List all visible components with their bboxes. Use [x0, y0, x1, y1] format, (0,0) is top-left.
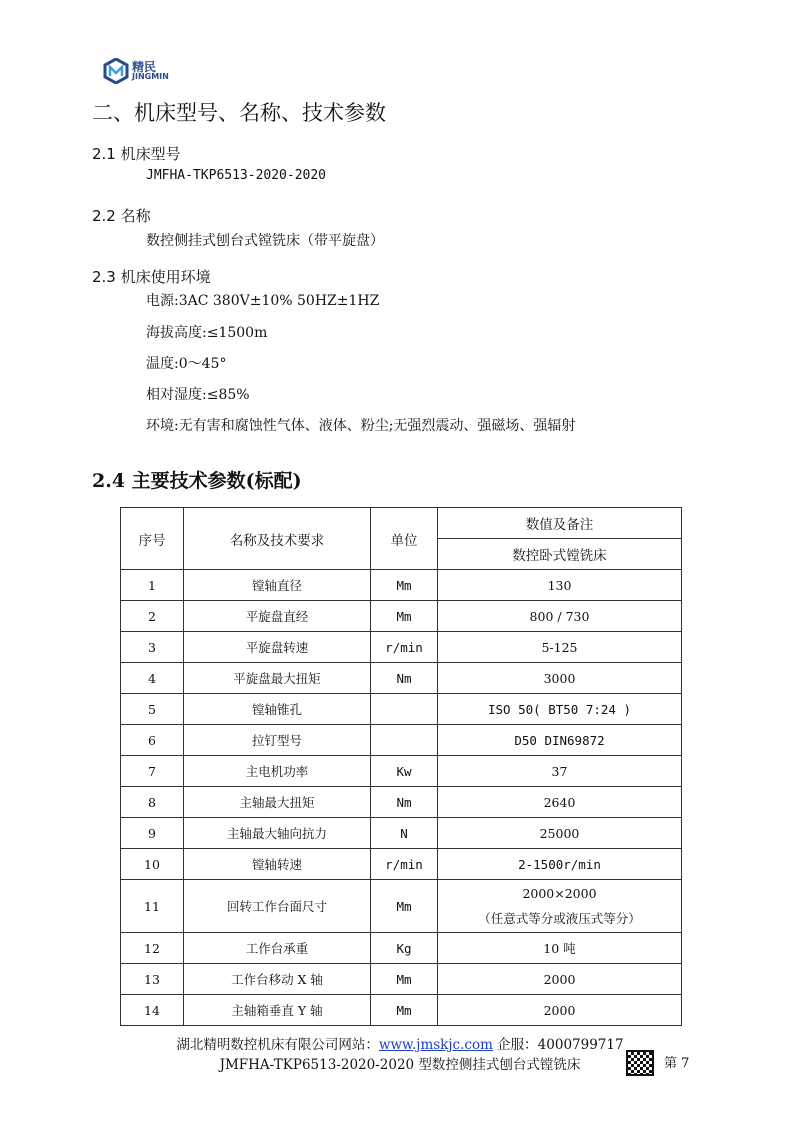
cell-no: 11: [121, 880, 184, 933]
section-heading: 2.1 机床型号: [92, 145, 181, 163]
cell-unit: Mm: [371, 880, 438, 933]
cell-no: 13: [121, 964, 184, 995]
env-line: 温度:0～45°: [146, 356, 227, 372]
cell-unit: r/min: [371, 632, 438, 663]
cell-no: 2: [121, 601, 184, 632]
spec-table: [120, 507, 682, 1026]
cell-name: 回转工作台面尺寸: [184, 880, 371, 933]
footer-service: 企服：4000799717: [492, 1037, 624, 1053]
cell-unit: Nm: [371, 787, 438, 818]
footer-company: 湖北精明数控机床有限公司网站：: [176, 1037, 379, 1053]
company-logo: [103, 58, 169, 84]
table-header-row: [121, 508, 682, 539]
logo-en: JINGMIN: [132, 72, 169, 81]
cell-unit: [371, 694, 438, 725]
cell-value: D50 DIN69872: [438, 725, 682, 756]
cell-name: 镗轴直径: [184, 570, 371, 601]
cell-name: 工作台承重: [184, 933, 371, 964]
env-line: 环境:无有害和腐蚀性气体、液体、粉尘;无强烈震动、强磁场、强辐射: [146, 418, 576, 434]
cell-value-text: 2000×2000: [522, 885, 597, 901]
cell-name: 主轴最大扭矩: [184, 787, 371, 818]
env-line: 电源:3AC 380V±10% 50HZ±1HZ: [146, 293, 380, 309]
table-row: [121, 756, 682, 787]
cell-value: 2000: [438, 964, 682, 995]
cell-note: （任意式等分或液压式等分）: [478, 910, 641, 926]
cell-no: 9: [121, 818, 184, 849]
header-no: 序号: [121, 508, 184, 570]
cell-name: 平旋盘直经: [184, 601, 371, 632]
cell-no: 10: [121, 849, 184, 880]
table-row: [121, 570, 682, 601]
table-row: [121, 964, 682, 995]
cell-value: [438, 880, 682, 933]
cell-unit: r/min: [371, 849, 438, 880]
table-row: [121, 818, 682, 849]
cell-name: 主轴箱垂直 Y 轴: [184, 995, 371, 1026]
model-number: JMFHA-TKP6513-2020-2020: [146, 168, 327, 183]
table-row: [121, 601, 682, 632]
cell-no: 8: [121, 787, 184, 818]
cell-value: 37: [438, 756, 682, 787]
table-row: [121, 880, 682, 933]
cell-unit: Mm: [371, 995, 438, 1026]
cell-unit: N: [371, 818, 438, 849]
table-row: [121, 694, 682, 725]
cell-value: 3000: [438, 663, 682, 694]
cell-unit: Kw: [371, 756, 438, 787]
table-row: [121, 787, 682, 818]
table-row: [121, 849, 682, 880]
logo-cn: 精民: [132, 60, 157, 74]
cell-name: 镗轴锥孔: [184, 694, 371, 725]
cell-value: 130: [438, 570, 682, 601]
cell-value: ISO 50( BT50 7:24 ): [438, 694, 682, 725]
cell-no: 14: [121, 995, 184, 1026]
website-link[interactable]: www.jmskjc.com: [378, 1037, 493, 1053]
cell-no: 5: [121, 694, 184, 725]
header-unit: 单位: [371, 508, 438, 570]
section-heading: 2.2 名称: [92, 207, 151, 225]
table-row: [121, 632, 682, 663]
footer-model: JMFHA-TKP6513-2020-2020 型数控侧挂式刨台式镗铣床: [219, 1057, 581, 1073]
cell-name: 平旋盘转速: [184, 632, 371, 663]
cell-name: 拉钉型号: [184, 725, 371, 756]
header-value: 数值及备注: [438, 508, 682, 539]
cell-name: 主电机功率: [184, 756, 371, 787]
cell-value: 2-1500r/min: [438, 849, 682, 880]
cell-name: 工作台移动 X 轴: [184, 964, 371, 995]
cell-unit: Kg: [371, 933, 438, 964]
cell-no: 7: [121, 756, 184, 787]
header-sub: 数控卧式镗铣床: [438, 539, 682, 570]
cell-unit: Mm: [371, 964, 438, 995]
cell-no: 6: [121, 725, 184, 756]
cell-no: 3: [121, 632, 184, 663]
env-line: 海拔高度:≤1500m: [146, 325, 268, 341]
cell-unit: Nm: [371, 663, 438, 694]
header-name: 名称及技术要求: [184, 508, 371, 570]
section-heading: 2.3 机床使用环境: [92, 268, 211, 286]
cell-no: 12: [121, 933, 184, 964]
cell-value: 800 / 730: [438, 601, 682, 632]
cell-value: 25000: [438, 818, 682, 849]
cell-name: 镗轴转速: [184, 849, 371, 880]
cell-name: 主轴最大轴向抗力: [184, 818, 371, 849]
page-footer: [160, 1035, 640, 1075]
table-title: 2.4 主要技术参数(标配): [92, 470, 302, 492]
cell-name: 平旋盘最大扭矩: [184, 663, 371, 694]
cell-value: 5-125: [438, 632, 682, 663]
machine-name: 数控侧挂式刨台式镗铣床（带平旋盘）: [146, 233, 384, 249]
page-number: 第 7: [664, 1056, 690, 1071]
cell-unit: [371, 725, 438, 756]
chapter-title: 二、机床型号、名称、技术参数: [92, 101, 386, 125]
cell-unit: Mm: [371, 601, 438, 632]
env-line: 相对湿度:≤85%: [146, 387, 250, 403]
qr-code-icon: [626, 1050, 654, 1076]
cell-no: 1: [121, 570, 184, 601]
table-row: [121, 995, 682, 1026]
cell-no: 4: [121, 663, 184, 694]
table-row: [121, 933, 682, 964]
cell-unit: Mm: [371, 570, 438, 601]
jingmin-logo-icon: [103, 58, 129, 84]
cell-value: 2000: [438, 995, 682, 1026]
table-row: [121, 725, 682, 756]
table-row: [121, 663, 682, 694]
cell-value: 10 吨: [438, 933, 682, 964]
cell-value: 2640: [438, 787, 682, 818]
